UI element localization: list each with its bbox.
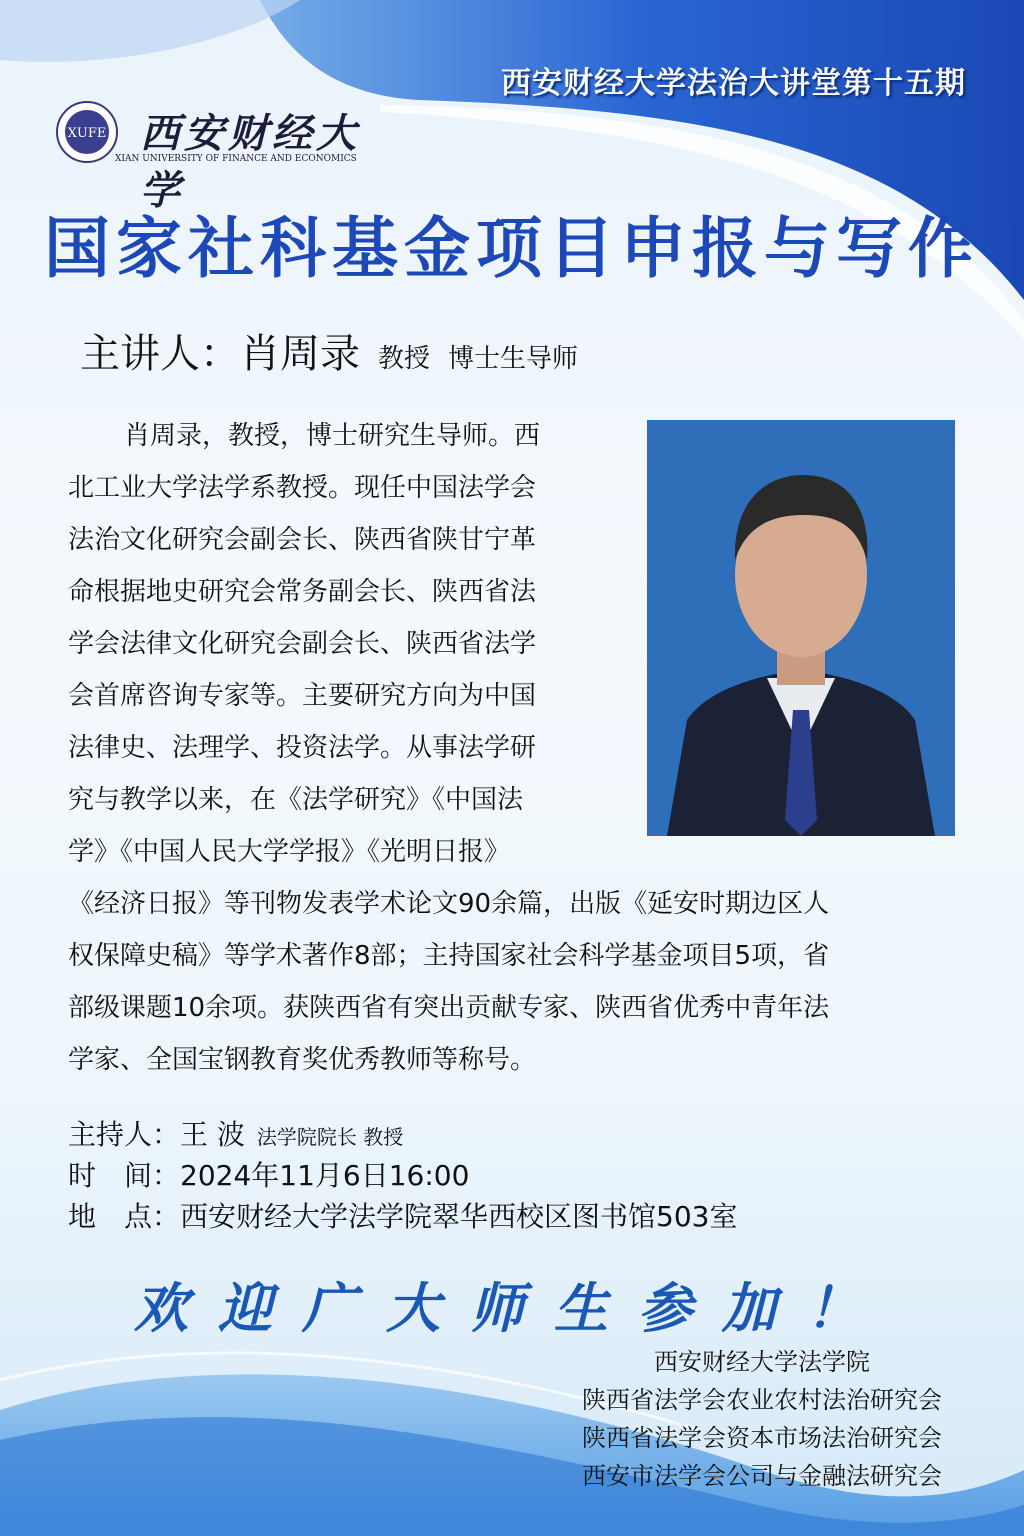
bio-line: 学会法律文化研究会副会长、陕西省法学 [68,629,537,659]
series-title-banner: 西安财经大学法治大讲堂第十五期 [501,66,966,101]
bio-line: 学》《中国人民大学学报》《光明日报》 [68,837,511,867]
bio-line: 肖周录，教授，博士研究生导师。西 [124,421,541,451]
university-logo [55,100,395,214]
main-title: 国家社科基金项目申报与写作 [44,210,980,287]
bio-line: 究与教学以来，在《法学研究》《中国法 [68,785,524,815]
speaker-role: 博士生导师 [448,344,579,374]
university-name-en: XIAN UNIVERSITY OF FINANCE AND ECONOMICS [115,154,357,164]
organizer-item: 陕西省法学会资本市场法治研究会 [582,1424,942,1452]
time-label: 时 间： [68,1159,181,1192]
university-emblem-icon [55,100,119,164]
place-value: 西安财经大学法学院翠华西校区图书馆503室 [180,1200,738,1233]
host-line [68,1113,403,1153]
speaker-name: 肖周录 [240,331,360,377]
bio-line: 命根据地史研究会常务副会长、陕西省法 [68,577,537,607]
host-title: 法学院院长 教授 [256,1125,404,1149]
bio-line: 《经济日报》等刊物发表学术论文90余篇，出版《延安时期边区人 [68,889,830,919]
bio-line: 会首席咨询专家等。主要研究方向为中国 [68,681,537,711]
university-name-cn: 西安财经大学 [140,110,360,214]
speaker-label: 主讲人： [80,331,240,377]
organizer-item: 西安市法学会公司与金融法研究会 [582,1462,942,1490]
organizer-item: 西安财经大学法学院 [654,1348,870,1376]
bio-line: 权保障史稿》等学术著作8部；主持国家社会科学基金项目5项，省 [68,941,830,971]
bio-line: 学家、全国宝钢教育奖优秀教师等称号。 [68,1045,537,1075]
time-value: 2024年11月6日16:00 [180,1159,470,1192]
svg-text:XUFE: XUFE [67,126,107,141]
time-line [68,1154,469,1194]
organizer-item: 陕西省法学会农业农村法治研究会 [582,1386,942,1414]
speaker-title: 教授 [378,344,431,374]
speaker-bio [68,410,958,1086]
place-label: 地 点： [68,1200,181,1233]
bio-line: 北工业大学法学系教授。现任中国法学会 [68,473,537,503]
bio-line: 部级课题10余项。获陕西省有突出贡献专家、陕西省优秀中青年法 [68,993,830,1023]
organizers-list [552,1343,972,1495]
host-label: 主持人： [68,1118,181,1151]
host-name: 王 波 [180,1118,245,1151]
welcome-slogan: 欢迎广大师生参加！ [134,1276,890,1340]
bio-line: 法治文化研究会副会长、陕西省陕甘宁革 [68,525,537,555]
bio-line: 法律史、法理学、投资法学。从事法学研 [68,733,537,763]
place-line [68,1195,737,1235]
speaker-line [80,322,578,379]
